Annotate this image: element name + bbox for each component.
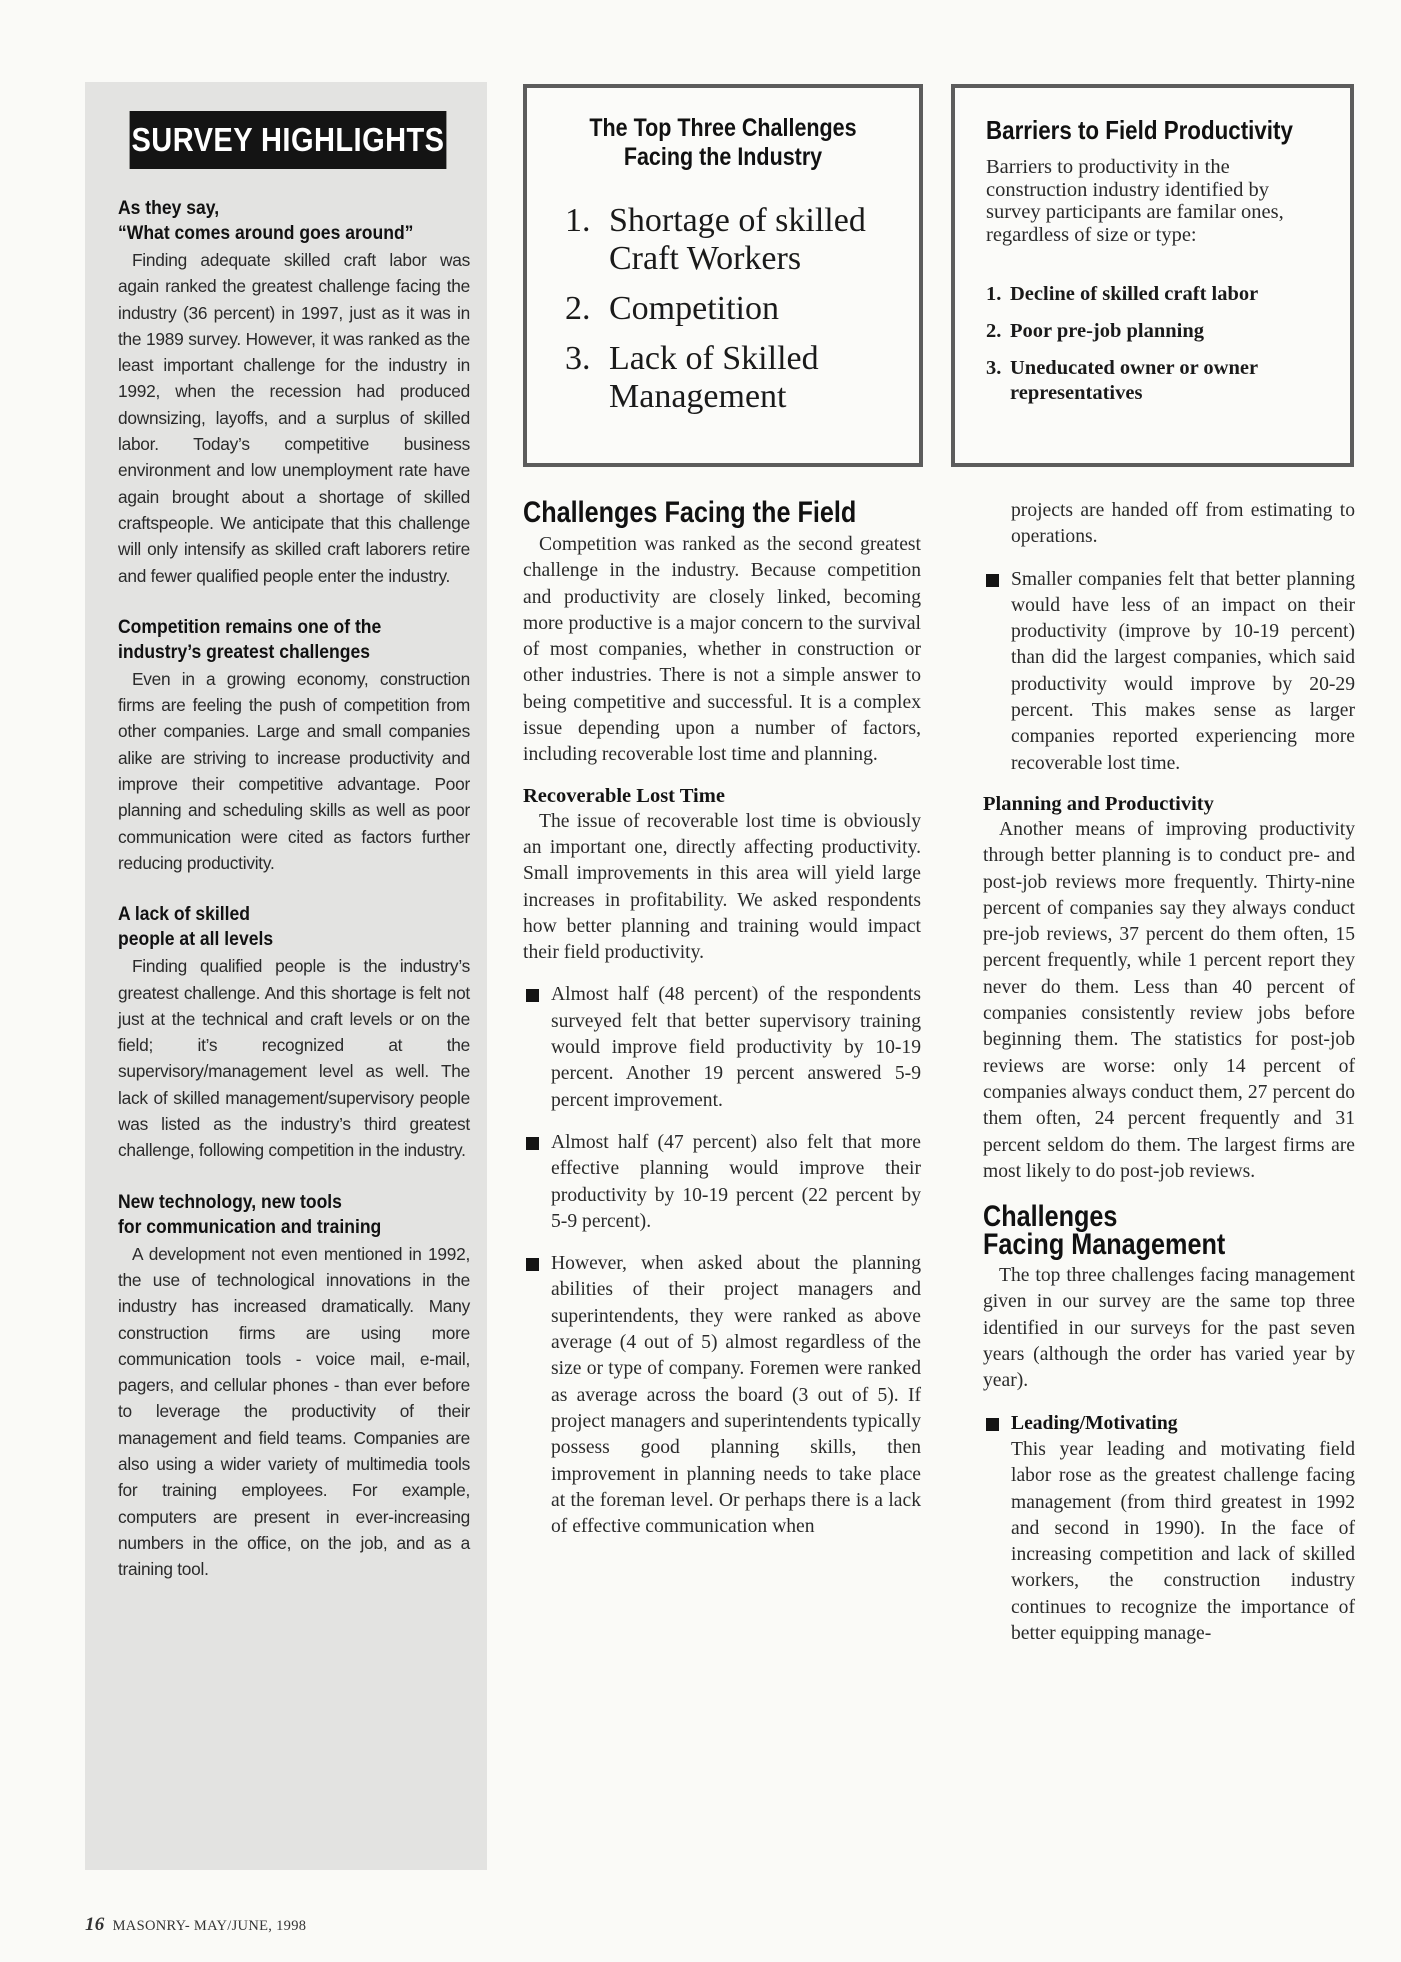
sidebar-section	[118, 1190, 470, 1583]
top-challenges-list	[565, 202, 919, 428]
bullet-square-icon	[986, 574, 999, 587]
bullet-square-icon	[526, 989, 539, 1002]
sidebar-paragraph: Even in a growing economy, construction firms are feeling the push of competition from other companies. Large and small companies alike are striving to increase productivity and improve their competitive advantage. Poor planning and scheduling skills as well as poor communication were cited as factors further reducing productivity.	[118, 668, 470, 873]
list-item: 1. Shortage of skilled Craft Workers	[565, 202, 866, 277]
paragraph: This year leading and motivating field labor rose as the greatest challenge facing management (from third greatest in 1992 and second in 1990). In the face of increasing competition and lack of skilled workers, the construction industry continues to recognize the importance of better equipping manage-	[1011, 1438, 1355, 1644]
list-item: 2. Competition	[565, 290, 779, 327]
paragraph: Competition was ranked as the second greatest challenge in the industry. Because competition and productivity are closely linked, becoming more productive is a major concern to the survival of most companies, whether in construction or other industries. There is not a simple answer to being competitive and successful. It is a complex issue depending upon a number of factors, including recoverable lost time and planning.	[523, 534, 921, 766]
top-challenges-title: The Top Three Challenges Facing the Industry	[589, 114, 857, 171]
top-challenges-box	[523, 84, 923, 467]
bullet-square-icon	[526, 1258, 539, 1271]
sidebar-paragraph: A development not even mentioned in 1992, the use of technological innovations in the industry has increased dramatically. Many construction firms are using more communication tools - voice mail, e-mail, pagers, and cellular phones - than ever before to leverage the productivity of their management and field teams. Companies are also using a wider variety of multimedia tools for training employees. For example, computers are present in ever-increasing numbers in the office, on the job, and as a training tool.	[118, 1243, 470, 1580]
list-item: 2. Poor pre-job planning	[986, 320, 1205, 342]
bullet-item: Almost half (47 percent) also felt that more effective planning would improve their productivity by 10-19 percent (22 percent by 5-9 percent).	[523, 1130, 921, 1235]
bullet-item: Almost half (48 percent) of the respondents surveyed felt that better supervisory training would improve field productivity by 10-19 percent. Another 19 percent answered 5-9 percent improvement.	[523, 982, 921, 1113]
bullet-square-icon	[526, 1137, 539, 1150]
article-column-middle	[523, 498, 921, 1540]
barriers-list	[986, 282, 1331, 418]
publication-info: MASONRY- MAY/JUNE, 1998	[112, 1918, 307, 1934]
section-heading: Challenges Facing Management	[983, 1200, 1226, 1262]
section-heading: Challenges Facing the Field	[523, 496, 857, 529]
sidebar-section	[118, 902, 470, 1163]
sidebar-heading: A lack of skilled people at all levels	[118, 903, 274, 951]
paragraph: Another means of improving productivity through better planning is to conduct pre- and post-job reviews more frequently. Thirty-nine percent of companies say they always conduct pre-job reviews, 37 percent do them often, 15 percent frequently, while 1 percent report they never do them. Less than 40 percent of companies consistently review jobs before beginning them. The statistics for post-job reviews are worse: only 14 percent of companies always conduct them, 27 percent do them often, 24 percent frequently and 31 percent seldom do them. The largest firms are most likely to do post-job reviews.	[983, 818, 1355, 1182]
sidebar-heading: New technology, new tools for communication and training	[118, 1190, 382, 1238]
list-item: 1. Decline of skilled craft labor	[986, 283, 1259, 305]
subheading: Planning and Productivity	[983, 792, 1214, 815]
sidebar-section	[118, 196, 470, 589]
sidebar-text	[118, 196, 470, 1608]
barriers-title: Barriers to Field Productivity	[986, 115, 1293, 145]
paragraph-continued: projects are handed off from estimating to operations.	[1011, 500, 1355, 548]
paragraph: The issue of recoverable lost time is obviously an important one, directly affecting productivity. Small improvements in this area will yield large increases in profitability. We asked respondents how better planning and training would impact their field productivity.	[523, 810, 921, 964]
bullet-item: However, when asked about the planning abilities of their project managers and superintendents, they were ranked as above average (4 out of 5) almost regardless of the size or type of company. Foremen were ranked as average across the board (3 out of 5). If project managers and superintendents typically possess good planning skills, then improvement in planning needs to take place at the foreman level. Or perhaps there is a lack of effective communication when	[523, 1251, 921, 1540]
barriers-intro: Barriers to productivity in the construction industry identified by survey participants are familar ones, regardless of size or type:	[986, 156, 1284, 246]
paragraph: The top three challenges facing management given in our survey are the same top three identified in our surveys for the past seven years (although the order has varied year by year).	[983, 1265, 1355, 1392]
bullet-item: Smaller companies felt that better planning would have less of an impact on their productivity (improve by 10-19 percent) than did the largest companies, which said productivity would improve by 20-29 percent. This makes sense as larger companies reported experiencing more recoverable lost time.	[983, 567, 1355, 777]
sidebar-heading: As they say, “What comes around goes around”	[118, 197, 414, 244]
page-number: 16	[85, 1914, 105, 1935]
barriers-box	[951, 84, 1354, 467]
bullet-square-icon	[986, 1418, 999, 1431]
list-item: 3. Uneducated owner or owner representatives	[986, 357, 1258, 404]
page-footer	[85, 1914, 306, 1936]
sidebar-banner: SURVEY HIGHLIGHTS	[130, 111, 447, 169]
sidebar-heading: Competition remains one of the industry’s greatest challenges	[118, 615, 382, 663]
bullet-heading: Leading/Motivating	[983, 1411, 1355, 1437]
sidebar-paragraph: Finding adequate skilled craft labor was again ranked the greatest challenge facing the industry (36 percent) in 1997, just as it was in the 1989 survey. However, it was ranked as the least important challenge for the industry in 1992, when the recession had produced downsizing, layoffs, and a surplus of skilled labor. Today’s competitive business environment and low unemployment rate have again brought about a shortage of skilled craftspeople. We anticipate that this challenge will only intensify as skilled craft laborers retire and fewer qualified people enter the industry.	[118, 250, 470, 586]
list-item: 3. Lack of Skilled Management	[565, 340, 819, 415]
subheading: Recoverable Lost Time	[523, 784, 725, 807]
sidebar-section	[118, 615, 470, 876]
article-column-right	[983, 498, 1355, 1647]
sidebar-paragraph: Finding qualified people is the industry’s greatest challenge. And this shortage is felt not just at the technical and craft levels or on the field; it’s recognized at the supervisory/management level as well. The lack of skilled management/supervisory people was listed as the industry’s third greatest challenge, following competition in the industry.	[118, 956, 470, 1161]
